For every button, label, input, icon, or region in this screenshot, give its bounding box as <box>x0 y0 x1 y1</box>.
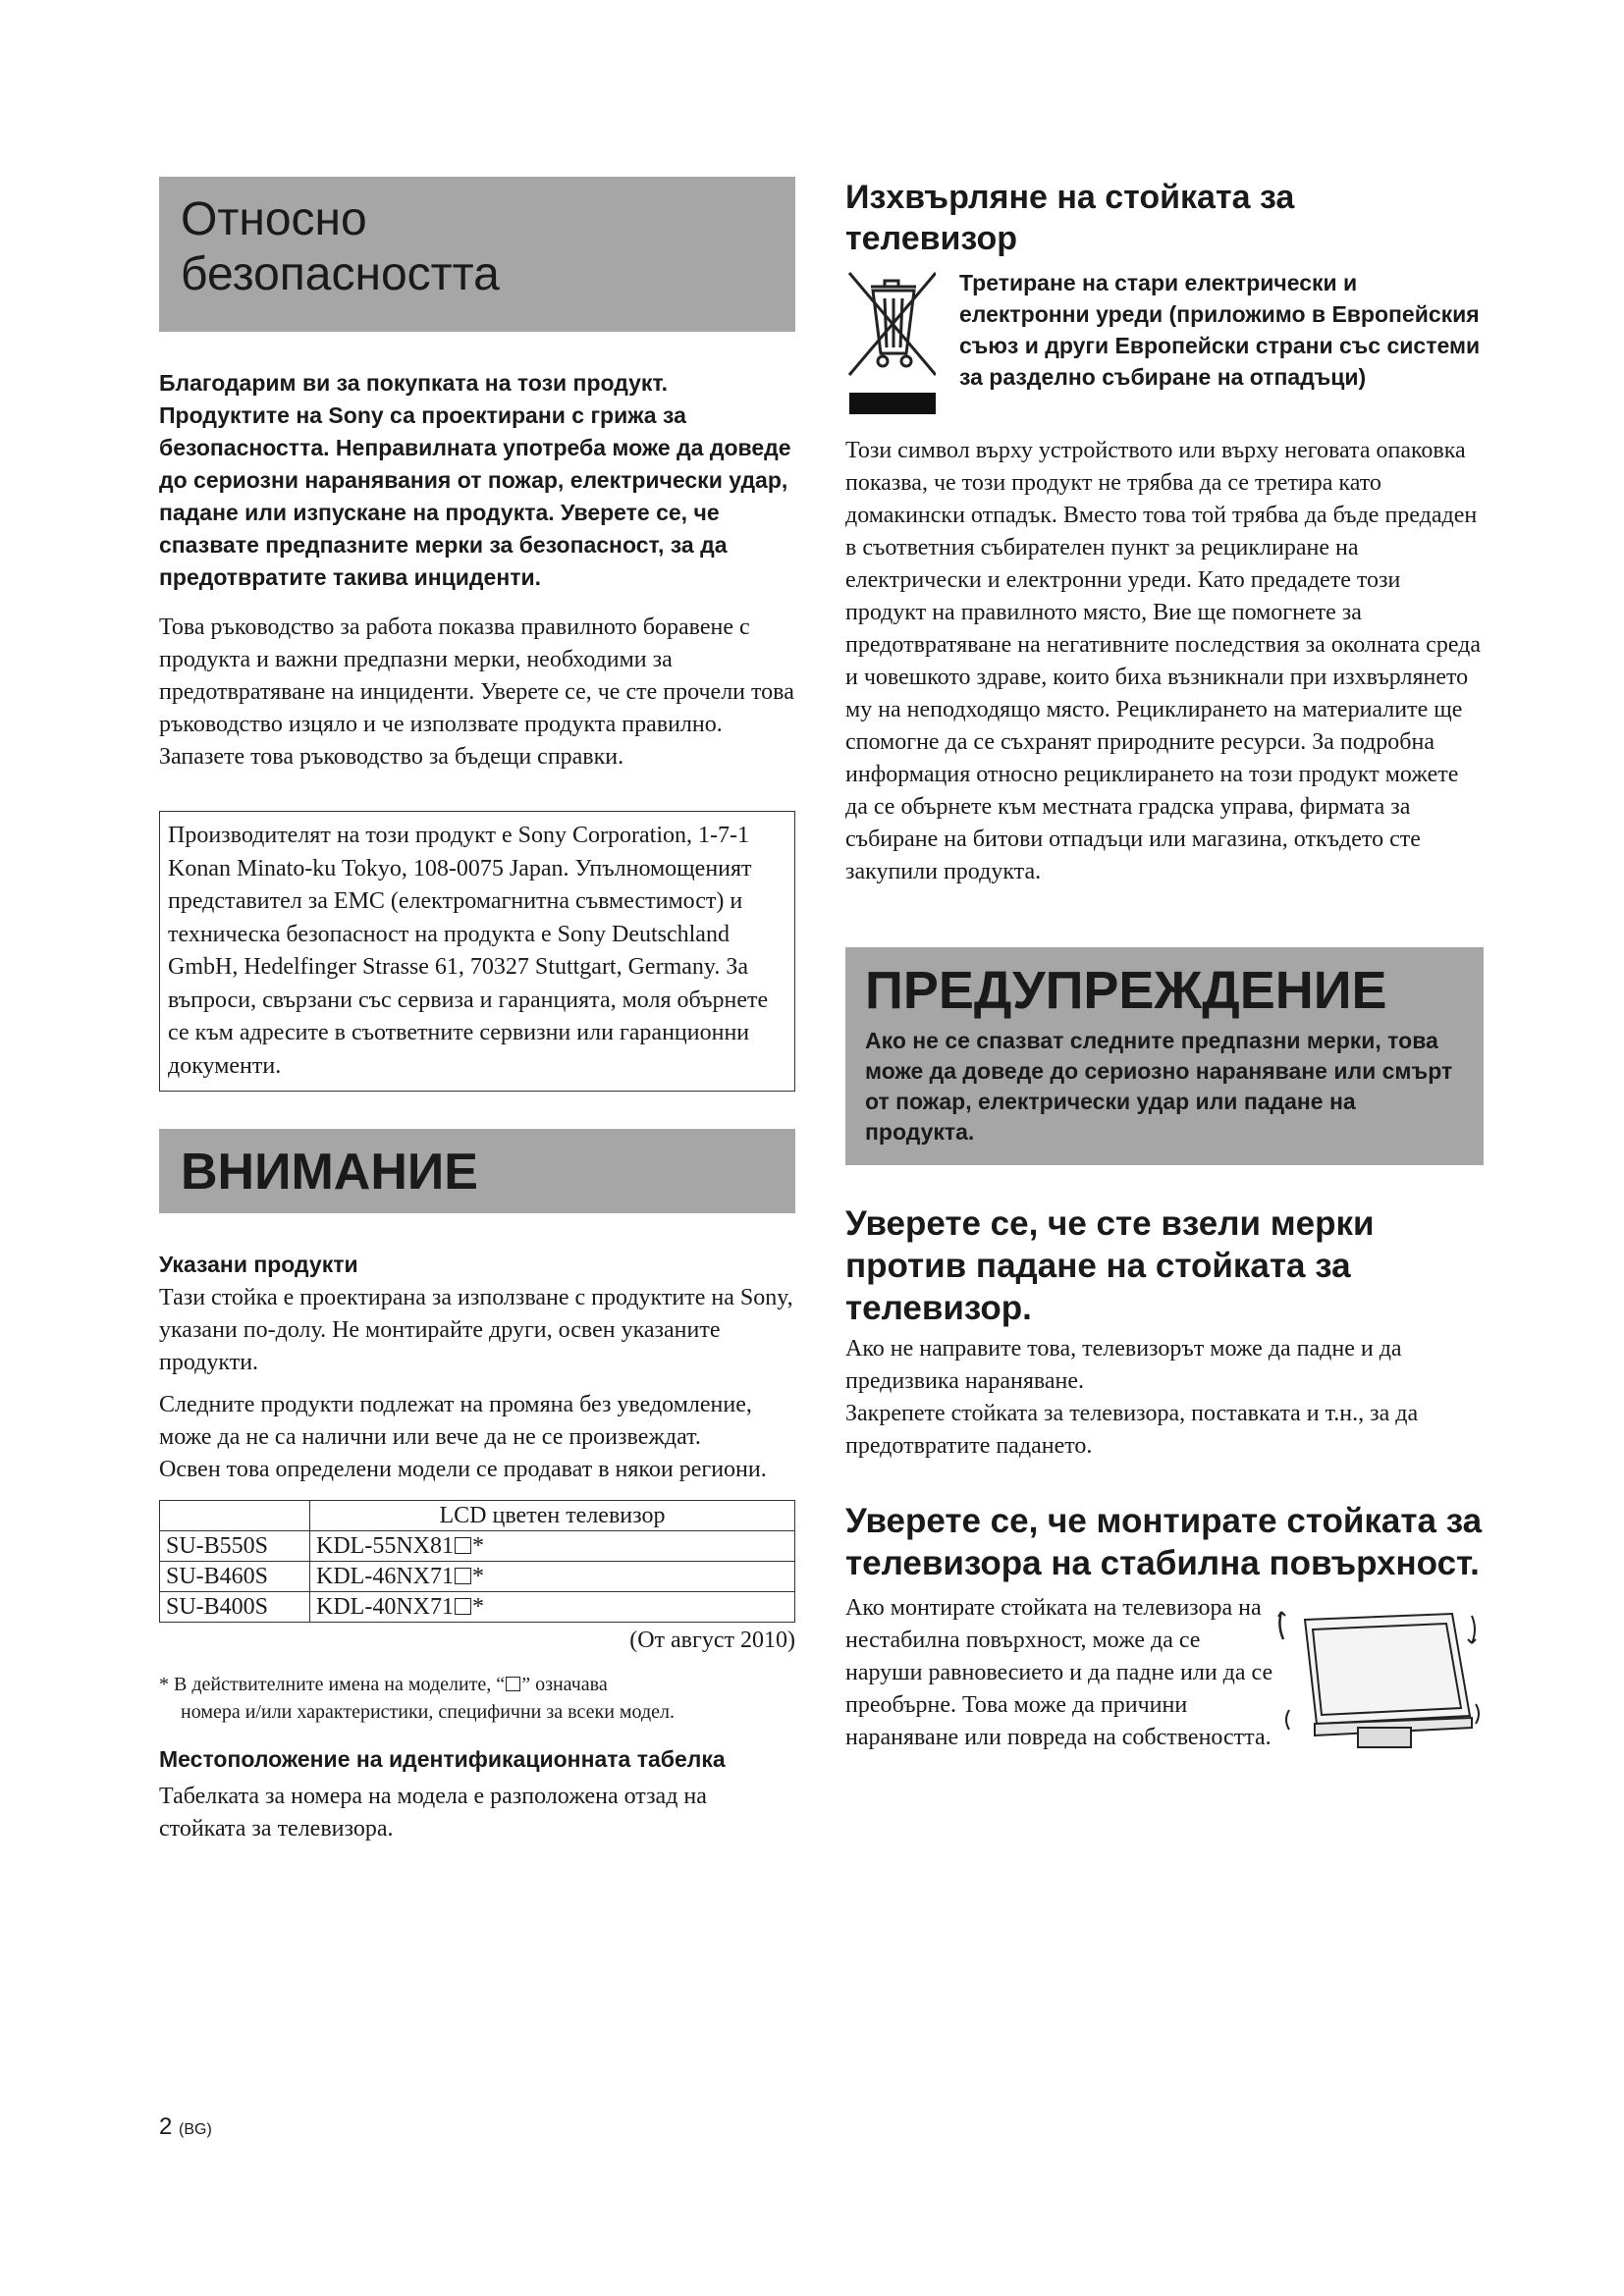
disposal-heading: Изхвърляне на стойката за телевизор <box>845 179 1295 257</box>
left-column <box>159 177 795 1845</box>
placeholder-box-icon <box>455 1568 471 1584</box>
stand-model: SU-B550S <box>160 1531 310 1562</box>
crossed-bin-icon <box>845 267 951 425</box>
footnote: * В действителните имена на моделите, “ ” означава номера и/или характеристики, специфични за всеки модел. <box>159 1674 676 1723</box>
safety-title: Относно безопасността <box>159 177 795 332</box>
fall-text-1: Ако не направите това, телевизорът може да падне и да предизвика нараняване. <box>845 1336 1402 1394</box>
weee-text: Този символ върху устройството или върху неговата опаковка показва, че този продукт не трябва да се третира като домакински отпадък. Вместо това той трябва да бъде предаден в съответния събирателен пункт за рециклиране на електрически и електронни уреди. Като предадете този продукт на правилното място, Вие ще помогнете за предотвратяване на негативните последствия за околната среда и човешкото здраве, които биха възникнали при изхвърлянето му на неподходящо място. Рециклирането на материалите ще спомогне да се съхранят природните ресурси. За подробна информация относно рециклирането на този продукт можете да се обърнете към местната градска управа, фирмата за събиране на битови отпадъци или магазина, откъдето сте закупили продукта. <box>845 438 1482 884</box>
intro-body: Това ръководство за работа показва правилното боравене с продукта и важни предпазни мерки, необходими за предотвратяване на инциденти. Уверете се, че сте прочели това ръководство изцяло и че използвате продукта правилно. Запазете това ръководство за бъдещи справки. <box>159 614 794 770</box>
table-row <box>160 1562 795 1592</box>
page-number: 2 (BG) <box>159 2113 212 2140</box>
table-row <box>160 1531 795 1562</box>
table-date: (От август 2010) <box>629 1628 795 1653</box>
warning-text: Ако не се спазват следните предпазни мерки, това може да доведе до сериозно нараняване или смърт от пожар, електрически удар или падане на продукта. <box>865 1028 1453 1145</box>
weee-block <box>845 267 1484 425</box>
intro-bold: Благодарим ви за покупката на този продукт. Продуктите на Sony са проектирани с грижа за безопасността. Неправилната употреба може да доведе до сериозни наранявания от пожар, електрически удар, падане или изпускане на продукта. Уверете се, че спазвате предпазните мерки за безопасност, за да предотвратите такива инциденти. <box>159 370 791 590</box>
stand-model: SU-B400S <box>160 1592 310 1623</box>
caution-title: ВНИМАНИЕ <box>159 1129 795 1213</box>
table-header-blank <box>160 1501 310 1531</box>
table-header-row <box>160 1501 795 1531</box>
placeholder-box-icon <box>506 1677 520 1691</box>
tv-on-stand-illustration <box>1275 1602 1482 1754</box>
weee-heading: Третиране на стари електрически и електронни уреди (приложимо в Европейския съюз и други Европейски страни със системи за разделно събиране на отпадъци) <box>959 270 1481 390</box>
products-table <box>159 1500 795 1623</box>
stand-model: SU-B460S <box>160 1562 310 1592</box>
table-row <box>160 1592 795 1623</box>
right-column <box>845 177 1484 1754</box>
products-text-3: Освен това определени модели се продават в някои региони. <box>159 1457 767 1482</box>
products-text-1: Тази стойка е проектирана за използване с продуктите на Sony, указани по-долу. Не монтирайте други, освен указаните продукти. <box>159 1285 793 1375</box>
tv-model: KDL-55NX81 * <box>310 1531 795 1562</box>
products-heading: Указани продукти <box>159 1252 358 1277</box>
fall-text-2: Закрепете стойката за телевизора, поставката и т.н., за да предотвратите падането. <box>845 1401 1419 1459</box>
placeholder-box-icon <box>455 1598 471 1615</box>
tv-model: KDL-40NX71 * <box>310 1592 795 1623</box>
warning-box <box>845 947 1484 1165</box>
label-heading: Местоположение на идентификационната табелка <box>159 1746 726 1772</box>
tv-model: KDL-46NX71 * <box>310 1562 795 1592</box>
label-text: Табелката за номера на модела е разположена отзад на стойката за телевизора. <box>159 1784 707 1842</box>
stable-heading: Уверете се, че монтирате стойката за телевизора на стабилна повърхност. <box>845 1502 1483 1582</box>
fall-heading: Уверете се, че сте взели мерки против падане на стойката за телевизор. <box>845 1204 1375 1327</box>
products-text-2: Следните продукти подлежат на промяна без уведомление, може да не са налични или вече да не се произвеждат. <box>159 1392 752 1450</box>
placeholder-box-icon <box>455 1537 471 1554</box>
stable-text: Ако монтирате стойката на телевизора на нестабилна повърхност, може да се наруши равновесието и да падне или да се преобърне. Това може да причини нараняване или повреда на собствеността. <box>845 1595 1273 1750</box>
table-header: LCD цветен телевизор <box>310 1501 795 1531</box>
stable-block <box>845 1592 1484 1754</box>
warning-title: ПРЕДУПРЕЖДЕНИЕ <box>865 961 1387 1020</box>
manufacturer-note: Производителят на този продукт е Sony Corporation, 1-7-1 Konan Minato-ku Tokyo, 108-0075 Japan. Упълномощеният представител за EMC (електромагнитна съвместимост) и техническа безопасност на продукта е Sony Deutschland GmbH, Hedelfinger Strasse 61, 70327 Stuttgart, Germany. За въпроси, свързани със сервиза и гаранцията, моля обърнете се към адресите в съответните сервизни или гаранционни документи. <box>159 811 795 1092</box>
